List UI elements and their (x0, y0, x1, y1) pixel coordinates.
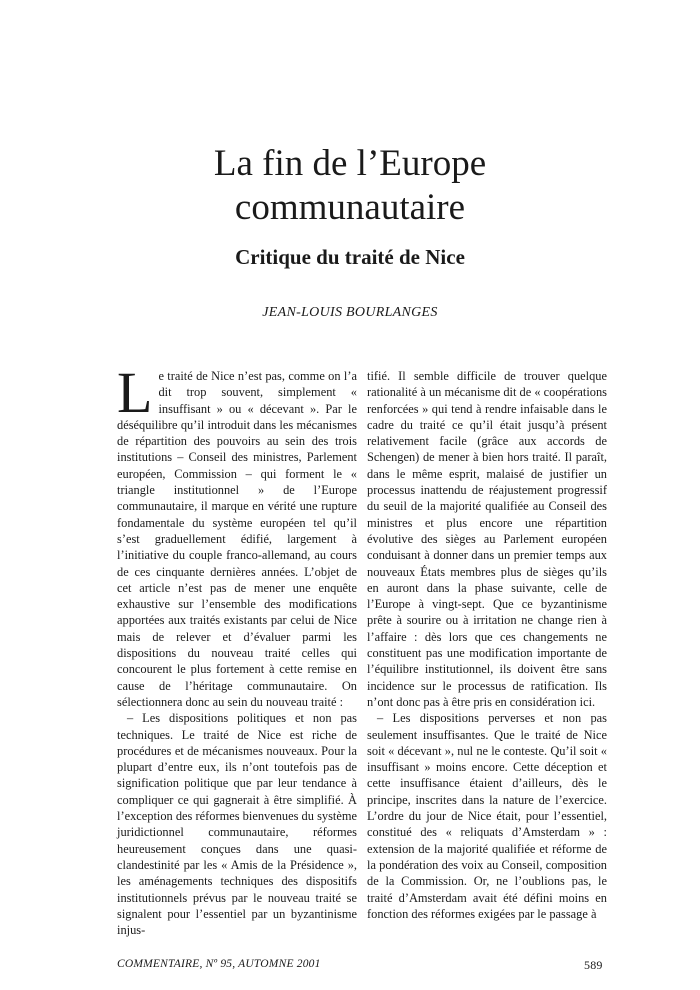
title-line-2: communautaire (234, 187, 466, 228)
drop-cap: L (117, 360, 153, 425)
paragraph-intro (117, 360, 357, 710)
page-number: 589 (584, 958, 603, 972)
paragraph-political-provisions: – Les dispositions politiques et non pas techniques. Le traité de Nice est riche de procédures et de mécanismes nouveaux. Pour la plupart d’entre eux, ils n’ont toutefois pas de signification politique que par leur tendance à compliquer ce qui gagnerait à être simplifié. À l’exception des réformes bienvenues du système juridictionnel communautaire, réformes heureusement conçues dans une quasi-clandestinité par les « Amis de la Présidence », les aménagements techniques des dispositifs institutionnels prévus par le nouveau traité se signalent pour l’essentiel par un byzantinisme injus- (117, 711, 357, 938)
text-column-left (117, 360, 357, 938)
journal-footer: COMMENTAIRE, Nº 95, AUTOMNE 2001 (117, 958, 321, 970)
title-line-1: La fin de l’Europe (213, 143, 487, 184)
article-subtitle: Critique du traité de Nice (235, 245, 465, 269)
paragraph-perverse-provisions: – Les dispositions perverses et non pas seulement insuffisantes. Que le traité de Nice soit « décevant », nul ne le conteste. Qu’il soit « insuffisant » moins encore. Cette déception et cette insuffisance étaient d’ailleurs, dès le principe, inscrites dans la nature de l’exercice. L’ordre du jour de Nice était, pour l’essentiel, constitué des « reliquats d’Amsterdam » : extension de la majorité qualifiée et réforme de la pondération des voix au Conseil, composition de la Commission. Or, ne l’oublions pas, le traité d’Amsterdam avait été défini moins en fonction des réformes exigées par le passage à (367, 711, 607, 921)
text-column-right (367, 368, 607, 922)
author-name: JEAN-LOUIS BOURLANGES (262, 305, 438, 320)
paragraph-continuation: tifié. Il semble difficile de trouver quelque rationalité à un mécanisme dit de « coopérations renforcées » qui tend à rendre infaisable dans le cadre du traité ce qu’il était jusqu’à présent relativement facile (grâce aux accords de Schengen) de mener à bien hors traité. Il paraît, dans le même esprit, malaisé de justifier un processus inattendu de réajustement progressif du seuil de la majorité qualifiée au Conseil des ministres et plus encore une répartition évolutive des sièges au Parlement européen conduisant à donner dans un premier temps aux nouveaux États membres plus de sièges qu’ils en auront dans la phase suivante, celle de l’Europe à vingt-sept. Que ce byzantinisme prête à sourire ou à irritation ne change rien à l’affaire : dès lors que ces changements ne constituent pas une modification importante de l’équilibre institutionnel, ils doivent être sans incidence sur le processus de ratification. Ils n’ont donc pas à être pris en considération ici. (367, 369, 607, 709)
article-title (0, 142, 700, 230)
paragraph-intro-text: e traité de Nice n’est pas, comme on l’a dit trop souvent, simplement « insuffisant » ou « décevant ». Par le déséquilibre qu’il introduit dans les mécanismes de répartition des pouvoirs au sein des trois institutions – Conseil des ministres, Parlement européen, Commission – qui forment le « triangle institutionnel » de l’Europe communautaire, il marque en vérité une rupture fondamentale du système européen tel qu’il s’est graduellement édifié, largement à l’initiative du couple franco-allemand, au cours de ces cinquante dernières années. L’objet de cet article n’est pas de mener une enquête exhaustive sur l’ensemble des modifications apportées aux traités existants par celui de Nice mais de relever et d’évaluer parmi les dispositions du nouveau traité celles qui concourent le plus fortement à cette remise en cause de l’héritage communautaire. On sélectionnera donc au sein du nouveau traité : (117, 369, 357, 709)
